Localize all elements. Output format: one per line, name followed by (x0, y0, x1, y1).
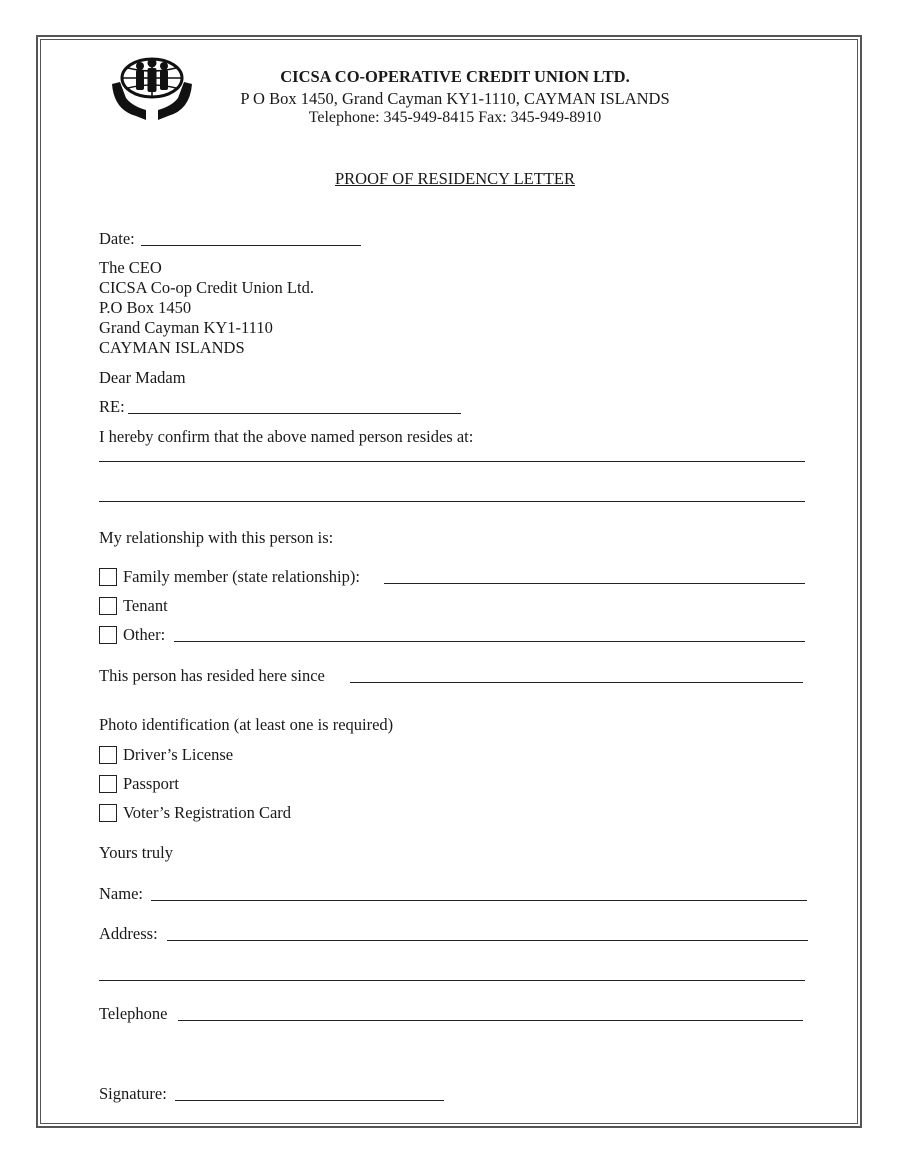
residence-address-field[interactable] (99, 461, 805, 462)
drivers-license-label: Driver’s License (123, 745, 234, 764)
resided-since-field[interactable] (350, 682, 803, 683)
telephone-label: Telephone (99, 1004, 168, 1023)
residence-address-field[interactable] (99, 501, 805, 502)
tenant-checkbox[interactable] (99, 597, 117, 615)
passport-label: Passport (123, 774, 179, 793)
closing: Yours truly (99, 843, 173, 862)
org-name: CICSA CO-OPERATIVE CREDIT UNION LTD. (280, 67, 630, 86)
family-member-checkbox[interactable] (99, 568, 117, 586)
org-address: P O Box 1450, Grand Cayman KY1-1110, CAYMAN ISLANDS (240, 89, 670, 108)
name-label: Name: (99, 884, 143, 903)
name-field[interactable] (151, 900, 807, 901)
recipient-line: CAYMAN ISLANDS (99, 338, 245, 357)
voters-card-label: Voter’s Registration Card (123, 803, 292, 822)
date-field[interactable] (141, 245, 361, 246)
address-label: Address: (99, 924, 158, 943)
family-member-label: Family member (state relationship): (123, 567, 360, 586)
photo-id-heading: Photo identification (at least one is required) (99, 715, 394, 734)
recipient-line: P.O Box 1450 (99, 298, 192, 317)
family-relationship-field[interactable] (384, 583, 805, 584)
org-telephone: Telephone: 345-949-8415 Fax: 345-949-8910 (308, 109, 602, 126)
credit-union-logo (110, 54, 194, 124)
drivers-license-checkbox[interactable] (99, 746, 117, 764)
other-relationship-field[interactable] (174, 641, 805, 642)
telephone-field[interactable] (178, 1020, 803, 1021)
relationship-heading: My relationship with this person is: (99, 528, 334, 547)
address-field[interactable] (99, 980, 805, 981)
passport-checkbox[interactable] (99, 775, 117, 793)
document-title: PROOF OF RESIDENCY LETTER (334, 169, 576, 188)
recipient-line: Grand Cayman KY1-1110 (99, 318, 273, 337)
confirm-text: I hereby confirm that the above named person resides at: (99, 427, 474, 446)
salutation: Dear Madam (99, 368, 186, 387)
re-field[interactable] (128, 413, 461, 414)
tenant-label: Tenant (123, 596, 168, 615)
other-checkbox[interactable] (99, 626, 117, 644)
voters-card-checkbox[interactable] (99, 804, 117, 822)
resided-since-label: This person has resided here since (99, 666, 325, 685)
recipient-line: CICSA Co-op Credit Union Ltd. (99, 278, 314, 297)
recipient-line: The CEO (99, 258, 162, 277)
re-label: RE: (99, 397, 125, 416)
signature-field[interactable] (175, 1100, 444, 1101)
other-label: Other: (123, 625, 166, 644)
date-label: Date: (99, 229, 135, 248)
signature-label: Signature: (99, 1084, 167, 1103)
address-field[interactable] (167, 940, 808, 941)
